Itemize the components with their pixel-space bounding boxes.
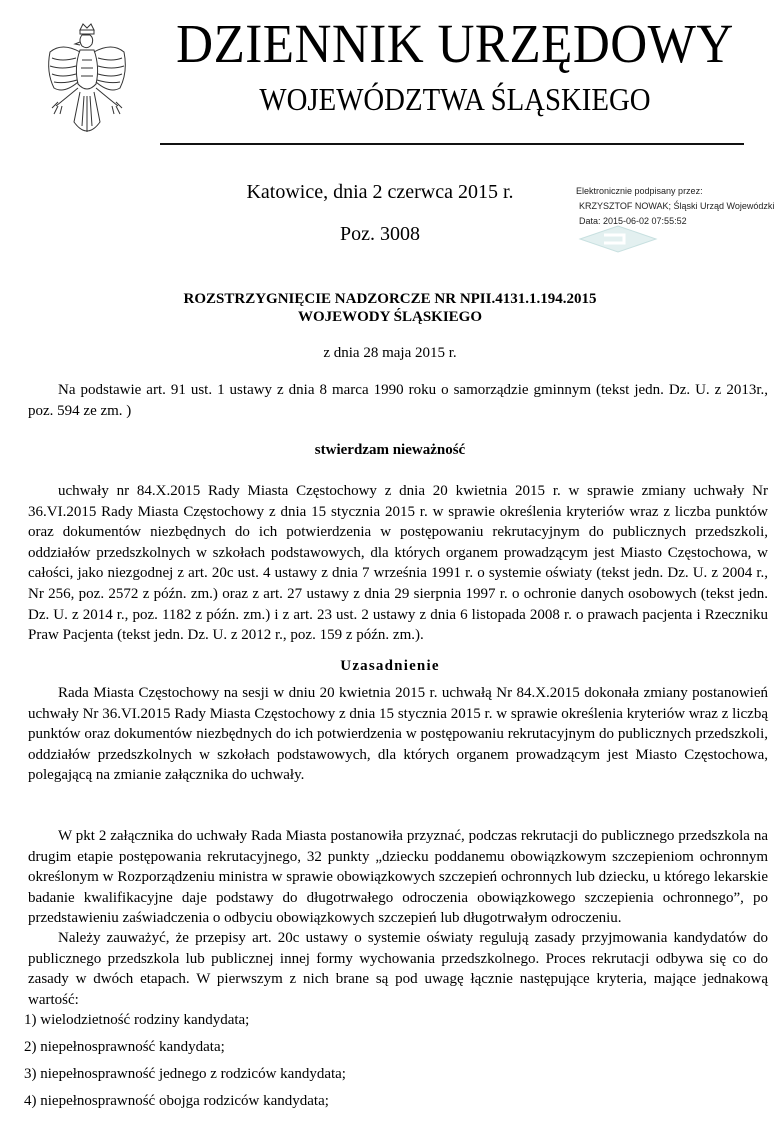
criteria-list-item: 2) niepełnosprawność kandydata; <box>24 1039 225 1055</box>
signature-label: Elektronicznie podpisany przez: <box>576 186 703 196</box>
criteria-list-item: 3) niepełnosprawność jednego z rodziców kandydata; <box>24 1066 346 1082</box>
e-signature-logo-icon <box>578 225 658 253</box>
decision-title <box>40 290 740 326</box>
legal-basis-paragraph: Na podstawie art. 91 ust. 1 ustawy z dnia 8 marca 1990 roku o samorządzie gminnym (tekst jedn. Dz. U. z 2013r., poz. 594 ze zm. ) <box>28 382 768 419</box>
electronic-signature-block <box>576 184 784 229</box>
criteria-list-item: 1) wielodzietność rodziny kandydata; <box>24 1012 250 1028</box>
justification-paragraph-1: Rada Miasta Częstochowy na sesji w dniu 20 kwietnia 2015 r. uchwałą Nr 84.X.2015 dokonała zmiany postanowień uchwały Nr 36.VI.2015 Rady Miasta Częstochowy z dnia 15 stycznia 2015 r. w sprawie określenia kryteriów wraz z liczbą punktów oraz dokumentów niezbędnych do ich potwierdzenia w postępowaniu rekrutacyjnym do publicznych przedszkoli, oddziałów przedszkolnych w szkołach podstawowych, dla których organem prowadzącym jest Miasto Częstochowa, polegającą na zmianie załącznika do uchwały. <box>28 685 768 784</box>
signature-signer: KRZYSZTOF NOWAK; Śląski Urząd Wojewódzki <box>579 201 775 211</box>
polish-eagle-emblem-icon <box>44 22 130 146</box>
publication-subtitle: WOJEWÓDZTWA ŚLĄSKIEGO <box>259 81 651 117</box>
decision-date: z dnia 28 maja 2015 r. <box>323 345 457 361</box>
criteria-list-item: 4) niepełnosprawność obojga rodziców kandydata; <box>24 1093 329 1109</box>
decision-title-line1: ROZSTRZYGNIĘCIE NADZORCZE NR NPII.4131.1.194.2015 <box>183 291 597 307</box>
ruling-paragraph: uchwały nr 84.X.2015 Rady Miasta Częstochowy z dnia 20 kwietnia 2015 r. w sprawie zmiany uchwały Nr 36.VI.2015 Rady Miasta Częstochowy z dnia 15 stycznia 2015 r. w sprawie określenia kryteriów wraz z liczba punktów oraz dokumentów niezbędnych do ich potwierdzenia w postępowaniu rekrutacyjnym do publicznych przedszkoli, oddziałów przedszkolnych w szkołach podstawowych, dla których organem prowadzącym jest Miasto Częstochowa, w całości, jako niezgodnej z art. 20c ust. 4 ustawy z dnia 7 września 1991 r. o systemie oświaty (tekst jedn. Dz. U. z 2004 r., Nr 256, poz. 2572 z późn. zm.) oraz z art. 27 ustawy z dnia 29 sierpnia 1997 r. o ochronie danych osobowych (tekst jedn. Dz. U. z 2014 r., poz. 1182 z późn. zm.) i z art. 23 ust. 2 ustawy z dnia 6 listopada 2008 r. o prawach pacjenta i Rzeczniku Praw Pacjenta (tekst jedn. Dz. U. z 2012 r., poz. 159 z późn. zm.). <box>28 483 768 644</box>
signature-date: Data: 2015-06-02 07:55:52 <box>579 216 687 226</box>
decision-title-line2: WOJEWODY ŚLĄSKIEGO <box>297 309 483 325</box>
justification-paragraph-3: Należy zauważyć, że przepisy art. 20c ustawy o systemie oświaty regulują zasady przyjmowania kandydatów do publicznego przedszkola lub publicznej innej formy wychowania przedszkolnego. Proces rekrutacji odbywa się co do zasady w dwóch etapach. W pierwszym z nich brane są pod uwagę łącznie następujące kryteria, mające jednakową wartość: <box>28 930 768 1008</box>
masthead-divider <box>160 143 744 145</box>
place-date: Katowice, dnia 2 czerwca 2015 r. <box>246 181 514 203</box>
justification-paragraph-2: W pkt 2 załącznika do uchwały Rada Miasta postanowiła przyznać, podczas rekrutacji do publicznego przedszkola na drugim etapie postępowania rekrutacyjnego, 32 punkty „dziecku poddanemu obowiązkowym szczepieniom ochronnym określonym w Rozporządzeniu ministra w sprawie obowiązkowych szczepień ochronnych lub dziecku, u którego lekarskie badanie kwalifikacyjne daje podstawy do długotrwałego odroczenia obowiązkowego szczepienia ochronnego”, po przedstawieniu zaświadczenia o odbyciu obowiązkowych szczepień lub długotrwałym odroczeniu. <box>28 828 768 927</box>
publication-title: DZIENNIK URZĘDOWY <box>176 13 734 74</box>
justification-heading: Uzasadnienie <box>340 658 440 674</box>
position-number: Poz. 3008 <box>340 223 420 245</box>
ruling-heading: stwierdzam nieważność <box>314 442 466 458</box>
